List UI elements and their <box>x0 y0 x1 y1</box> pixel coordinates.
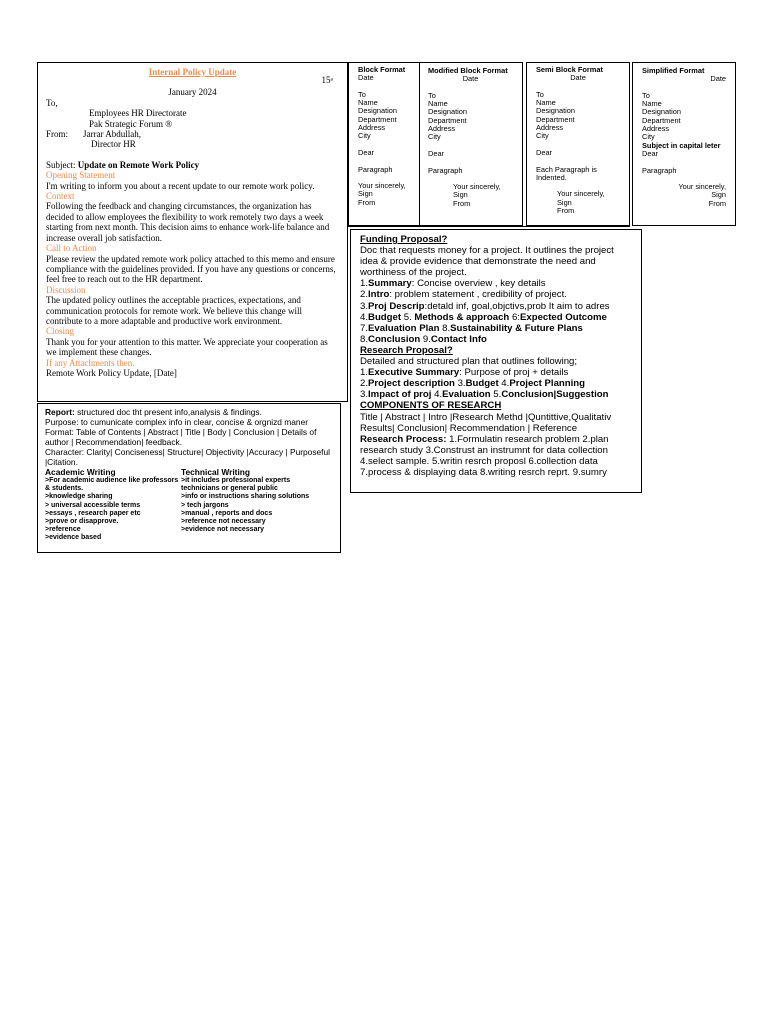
block-to: To <box>358 89 366 99</box>
memo-from-label: From: <box>46 129 69 140</box>
simplified-format-panel <box>632 62 736 226</box>
report-definition <box>45 407 333 417</box>
semi-sign: Sign <box>557 197 572 207</box>
memo-context: Following the feedback and changing circumstances, the organization has decided to allow employees the flexibility to work remotely two days a week starting from next month. This decision aims to enhance work-life balance and increase overall job satisfaction. <box>46 201 330 243</box>
memo-heading-attachments: If any Attachments then. <box>46 357 135 368</box>
semi-department: Department <box>536 114 575 124</box>
technical-item: > tech jargons <box>181 501 229 509</box>
modified-address: Address <box>428 124 456 134</box>
block-designation: Designation <box>358 106 398 116</box>
memo-from-name: Jarrar Abdullah, <box>83 129 141 140</box>
technical-item: >reference not necessary <box>181 518 266 526</box>
proposal-panel <box>350 229 642 493</box>
research-process-label: Research Process: <box>360 433 447 445</box>
simplified-date: Date <box>710 74 726 84</box>
funding-item: 3.Proj Descrip:detald inf, goal,objctivs,prob It aim to adres <box>360 300 610 312</box>
memo-panel <box>37 62 348 402</box>
semi-date: Date <box>570 73 586 83</box>
semi-to: To <box>536 89 544 99</box>
block-department: Department <box>358 114 397 124</box>
technical-item: >info or instructions sharing solutions <box>181 493 310 501</box>
research-process <box>360 434 632 478</box>
memo-to-label: To, <box>46 97 58 108</box>
academic-item: >knowledge sharing <box>45 493 113 501</box>
simplified-dear: Dear <box>642 148 659 158</box>
report-def-text: structured doc tht present info,analysis & findings. <box>74 407 262 417</box>
block-date: Date <box>358 73 374 83</box>
report-label: Report: <box>45 407 75 417</box>
block-address: Address <box>358 123 386 133</box>
funding-item: 7.Evaluation Plan 8.Sustainability & Future Plans <box>360 322 583 334</box>
research-proposal-description: Detailed and structured plan that outlines following; <box>360 356 578 368</box>
research-item: 2.Project description 3.Budget 4.Project Planning <box>360 378 586 390</box>
memo-heading-discussion: Discussion <box>46 284 86 295</box>
memo-opening: I'm writing to inform you about a recent update to our remote work policy. <box>46 180 315 191</box>
block-sincerely: Your sincerely, <box>358 181 406 191</box>
semi-format-title: Semi Block Format <box>536 65 603 74</box>
modified-to: To <box>428 90 436 100</box>
semi-dear: Dear <box>536 147 553 157</box>
report-character: Character: Clarity| Conciseness| Structure| Objectivity |Accuracy | Purposeful |Citation. <box>45 447 331 467</box>
research-process-text: 1.Formulatin research problem 2.plan research study 3.Construst an instrumnt for data collection 4.select sample. 5.writin resrch proposl 6.collection data 7.process & displaying data 8.writing resrch reprt. 9.sumry <box>360 433 609 478</box>
semi-paragraph-line2: Indented. <box>536 172 567 182</box>
semi-sincerely: Your sincerely, <box>557 189 605 199</box>
academic-writing-column <box>45 467 181 543</box>
memo-action: Please review the updated remote work policy attached to this memo and ensure compliance with the guidelines provided. If you have any questions or concerns, feel free to reach out to the HR department. <box>46 253 336 285</box>
memo-from <box>46 129 339 139</box>
writing-columns <box>45 467 333 543</box>
block-from: From <box>358 197 376 207</box>
memo-heading-opening: Opening Statement <box>46 170 116 181</box>
report-purpose: Purpose: to cumunicate complex info in clear, concise & orgnizd maner <box>45 417 309 427</box>
modified-dear: Dear <box>428 148 445 158</box>
components-list: Title | Abstract | Intro |Research Methd |Quntittive,Qualitativ Results| Conclusion| Recommendation | Reference <box>360 411 612 434</box>
block-city: City <box>358 131 371 141</box>
technical-writing-heading: Technical Writing <box>181 467 251 477</box>
simplified-paragraph: Paragraph <box>642 165 677 175</box>
funding-item: 8.Conclusion 9.Contact Info <box>360 333 487 345</box>
funding-item: 1.Summary: Concise overview , key details <box>360 278 546 290</box>
modified-from: From <box>453 198 471 208</box>
block-format-title: Block Format <box>358 65 406 74</box>
memo-to-line1: Employees HR Directorate <box>89 108 187 119</box>
memo-heading-action: Call to Action <box>46 243 97 254</box>
semi-from: From <box>557 206 575 216</box>
block-sign: Sign <box>358 189 373 199</box>
technical-writing-column <box>181 467 317 543</box>
simplified-sign: Sign <box>711 190 726 200</box>
modified-city: City <box>428 132 441 142</box>
memo-number: 15ᵃ <box>321 75 333 85</box>
memo-discussion: The updated policy outlines the acceptable practices, expectations, and communication protocols for remote work. We believe this change will contribute to a more adaptable and productive work environment. <box>46 295 303 326</box>
block-format-panel <box>348 62 419 226</box>
memo-subject-label: Subject: <box>46 159 76 170</box>
memo-heading-closing: Closing <box>46 326 75 337</box>
block-paragraph: Paragraph <box>358 164 393 174</box>
simplified-sincerely: Your sincerely, <box>678 182 726 192</box>
report-format: Format: Table of Contents | Abstract | Title | Body | Conclusion | Details of author | Recommendation| feedback. <box>45 427 317 447</box>
research-item: 3.Impact of proj 4.Evaluation 5.Conclusion|Suggestion <box>360 389 609 401</box>
academic-item: >evidence based <box>45 534 102 542</box>
modified-designation: Designation <box>428 107 468 117</box>
academic-item: >prove or disapprove. <box>45 518 119 526</box>
modified-format-title: Modified Block Format <box>428 66 508 75</box>
funding-proposal-heading: Funding Proposal? <box>360 234 448 245</box>
simplified-subject: Subject in capital leter <box>642 140 721 150</box>
academic-item: >reference <box>45 526 81 534</box>
memo-title: Internal Policy Update <box>148 67 237 77</box>
modified-department: Department <box>428 115 467 125</box>
report-panel <box>37 403 341 553</box>
memo-closing: Thank you for your attention to this matter. We appreciate your cooperation as we implement these changes. <box>46 336 328 358</box>
modified-paragraph: Paragraph <box>428 165 463 175</box>
memo-heading-context: Context <box>46 191 75 202</box>
simplified-name: Name <box>642 99 662 109</box>
technical-item: >it includes professional experts technicians or general public <box>181 477 291 493</box>
memo-subject-text: Update on Remote Work Policy <box>77 159 200 170</box>
semi-address: Address <box>536 123 564 133</box>
simplified-department: Department <box>642 115 681 125</box>
memo-attachments: Remote Work Policy Update, [Date] <box>46 367 177 378</box>
funding-proposal-description: Doc that requests money for a project. It outlines the project idea & provide evidence that demonstrate the need and worthiness of the project. <box>360 245 614 279</box>
components-heading: COMPONENTS OF RESEARCH <box>360 400 502 412</box>
semi-block-format-panel <box>526 62 630 226</box>
simplified-address: Address <box>642 124 670 134</box>
semi-name: Name <box>536 98 556 108</box>
block-name: Name <box>358 98 378 108</box>
funding-item: 2.Intro: problem statement , credibility of project. <box>360 289 567 301</box>
semi-city: City <box>536 131 549 141</box>
modified-sincerely: Your sincerely, <box>453 182 501 192</box>
simplified-to: To <box>642 90 650 100</box>
academic-item: > universal accessible terms <box>45 501 141 509</box>
semi-paragraph-line1: Each Paragraph is <box>536 164 597 174</box>
memo-subject <box>46 160 339 170</box>
academic-item: >essays , research paper etc <box>45 509 141 517</box>
formats-bottom-divider <box>348 226 630 227</box>
simplified-city: City <box>642 132 655 142</box>
academic-writing-heading: Academic Writing <box>45 467 116 477</box>
modified-sign: Sign <box>453 190 468 200</box>
modified-block-format-panel <box>419 62 523 226</box>
research-item: 1.Executive Summary: Purpose of proj + details <box>360 367 569 379</box>
memo-to-line2: Pak Strategic Forum ® <box>89 118 173 129</box>
simplified-designation: Designation <box>642 107 682 117</box>
simplified-format-title: Simplified Format <box>642 66 705 75</box>
memo-date: January 2024 <box>168 87 217 98</box>
technical-item: >evidence not necessary <box>181 526 265 534</box>
semi-designation: Designation <box>536 106 576 116</box>
research-proposal-heading: Research Proposal? <box>360 344 453 356</box>
modified-name: Name <box>428 99 448 109</box>
memo-from-title: Director HR <box>91 139 136 150</box>
modified-date: Date <box>462 74 479 84</box>
simplified-from: From <box>708 198 726 208</box>
block-dear: Dear <box>358 147 375 157</box>
academic-item: >For academic audience like professors & students. <box>45 477 179 493</box>
technical-item: >manual , reports and docs <box>181 509 273 517</box>
funding-item: 4.Budget 5. Methods & approach 6:Expected Outcome <box>360 311 607 323</box>
